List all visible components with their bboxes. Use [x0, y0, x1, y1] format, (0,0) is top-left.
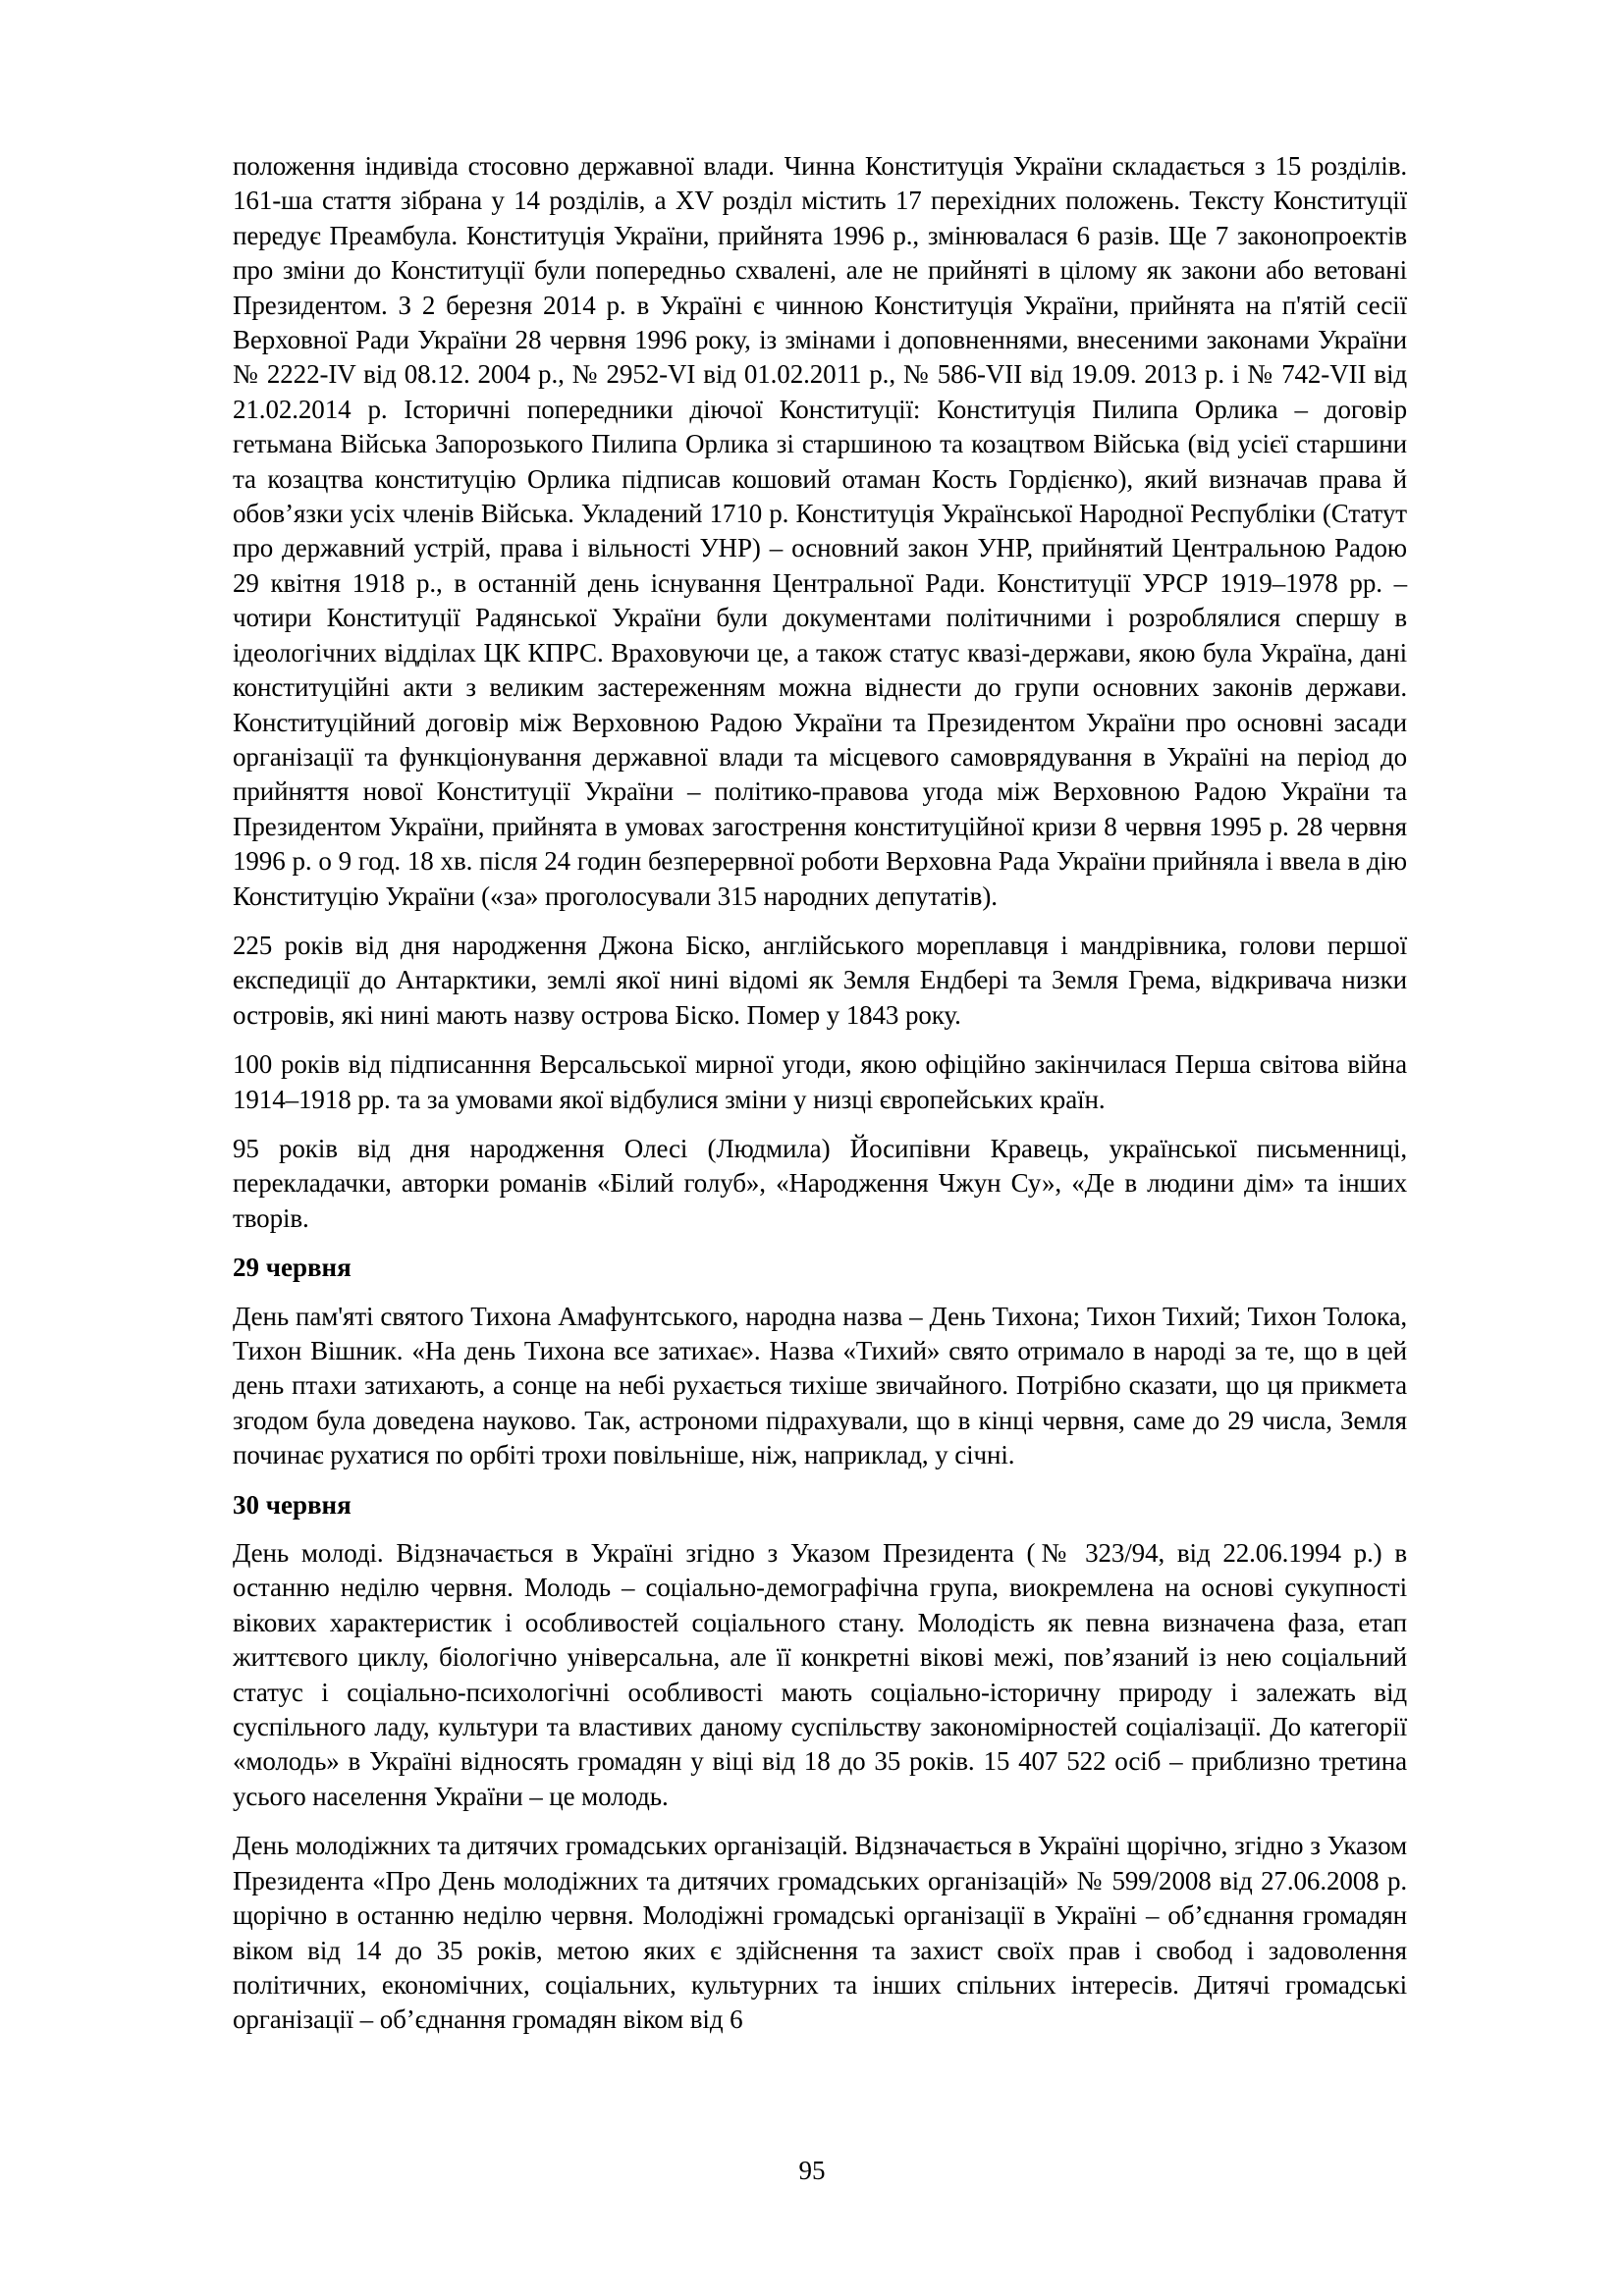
date-heading-june-30: 30 червня: [233, 1489, 352, 1520]
document-page: [233, 149, 1407, 2053]
date-heading-june-29: 29 червня: [233, 1253, 352, 1283]
paragraph-constitution: положення індивіда стосовно державної влади. Чинна Конституція України складається з 15 розділів. 161-ша стаття зібрана у 14 розділів, а XV розділ містить 17 перехідних положень. Тексту Конституції передує Преамбула. Конституція України, прийнята 1996 р., змінювалася 6 разів. Ще 7 законопроектів про зміни до Конституції були попередньо схвалені, але не прийняті в цілому як закони або ветовані Президентом. З 2 березня 2014 р. в Україні є чинною Конституція України, прийнята на п'ятій сесії Верховної Ради України 28 червня 1996 року, із змінами і доповненнями, внесеними законами України № 2222-IV від 08.12. 2004 р., № 2952-VI від 01.02.2011 р., № 586-VII від 19.09. 2013 р. і № 742-VII від 21.02.2014 р. Історичні попередники діючої Конституції: Конституція Пилипа Орлика – договір гетьмана Війська Запорозького Пилипа Орлика зі старшиною та козацтвом Війська (від усієї старшини та козацтва конституцію Орлика підписав кошовий отаман Кость Гордієнко), який визначав права й обов’язки усіх членів Війська. Укладений 1710 р. Конституція Української Народної Республіки (Статут про державний устрій, права і вільності УНР) – основний закон УНР, прийнятий Центральною Радою 29 квітня 1918 р., в останній день існування Центральної Ради. Конституції УРСР 1919–1978 рр. – чотири Конституції Радянської України були документами політичними і розроблялися спершу в ідеологічних відділах ЦК КПРС. Враховуючи це, а також статус квазі-держави, якою була Україна, дані конституційні акти з великим застереженням можна віднести до групи основних законів держави. Конституційний договір між Верховною Радою України та Президентом України про основні засади організації та функціонування державної влади та місцевого самоврядування в Україні на період до прийняття нової Конституції України – політико-правова угода між Верховною Радою України та Президентом України, прийнята в умовах загострення конституційної кризи 8 червня 1995 р. 28 червня 1996 р. о 9 год. 18 хв. після 24 годин безперервної роботи Верховна Рада України прийняла і ввела в дію Конституцію України («за» проголосували 315 народних депутатів).: [233, 151, 1407, 911]
paragraph-john-biscoe: 225 років від дня народження Джона Біско, англійського мореплавця і мандрівника, голови першої експедиції до Антарктики, землі якої нині відомі як Земля Ендбері та Земля Грема, відкривача низки островів, які нині мають назву острова Біско. Помер у 1843 року.: [233, 930, 1407, 1030]
paragraph-youth-organizations-day: День молодіжних та дитячих громадських організацій. Відзначається в Україні щорічно, згідно з Указом Президента «Про День молодіжних та дитячих громадських організацій» № 599/2008 від 27.06.2008 р. щорічно в останню неділю червня. Молодіжні громадські організації в Україні – об’єднання громадян віком від 14 до 35 років, метою яких є здійснення та захист своїх прав і свобод і задоволення політичних, економічних, соціальних, культурних та інших спільних інтересів. Дитячі громадські організації – об’єднання громадян віком від 6: [233, 1831, 1407, 2035]
paragraph-olesia-kravets: 95 років від дня народження Олесі (Людмила) Йосипівни Кравець, української письменниці, перекладачки, авторки романів «Білий голуб», «Народження Чжун Су», «Де в людини дім» та інших творів.: [233, 1133, 1407, 1233]
paragraph-versailles-treaty: 100 років від підписанння Версальської мирної угоди, якою офіційно закінчилася Перша світова війна 1914–1918 рр. та за умовами якої відбулися зміни у низці європейських країн.: [233, 1049, 1407, 1114]
paragraph-youth-day: День молоді. Відзначається в Україні згідно з Указом Президента (№ 323/94, від 22.06.1994 р.) в останню неділю червня. Молодь – соціально-демографічна група, виокремлена на основі сукупності вікових характеристик і особливостей соціального стану. Молодість як певна визначена фаза, етап життєвого циклу, біологічно універсальна, але її конкретні вікові межі, пов’язаний із нею соціальний статус і соціально-психологічні особливості мають соціально-історичну природу і залежать від суспільного ладу, культури та властивих даному суспільству закономірностей соціалізації. До категорії «молодь» в Україні відносять громадян у віці від 18 до 35 років. 15 407 522 осіб – приблизно третина усього населення України – це молодь.: [233, 1538, 1407, 1811]
paragraph-tykhon-day: День пам'яті святого Тихона Амафунтського, народна назва – День Тихона; Тихон Тихий; Тихон Толока, Тихон Вішник. «На день Тихона все затихає». Назва «Тихий» свято отримало в народі за те, що в цей день птахи затихають, а сонце на небі рухається тихіше звичайного. Потрібно сказати, що ця прикмета згодом була доведена науково. Так, астрономи підрахували, що в кінці червня, саме до 29 числа, Земля починає рухатися по орбіті трохи повільніше, ніж, наприклад, у січні.: [233, 1301, 1407, 1470]
page-number: 95: [798, 2156, 826, 2185]
